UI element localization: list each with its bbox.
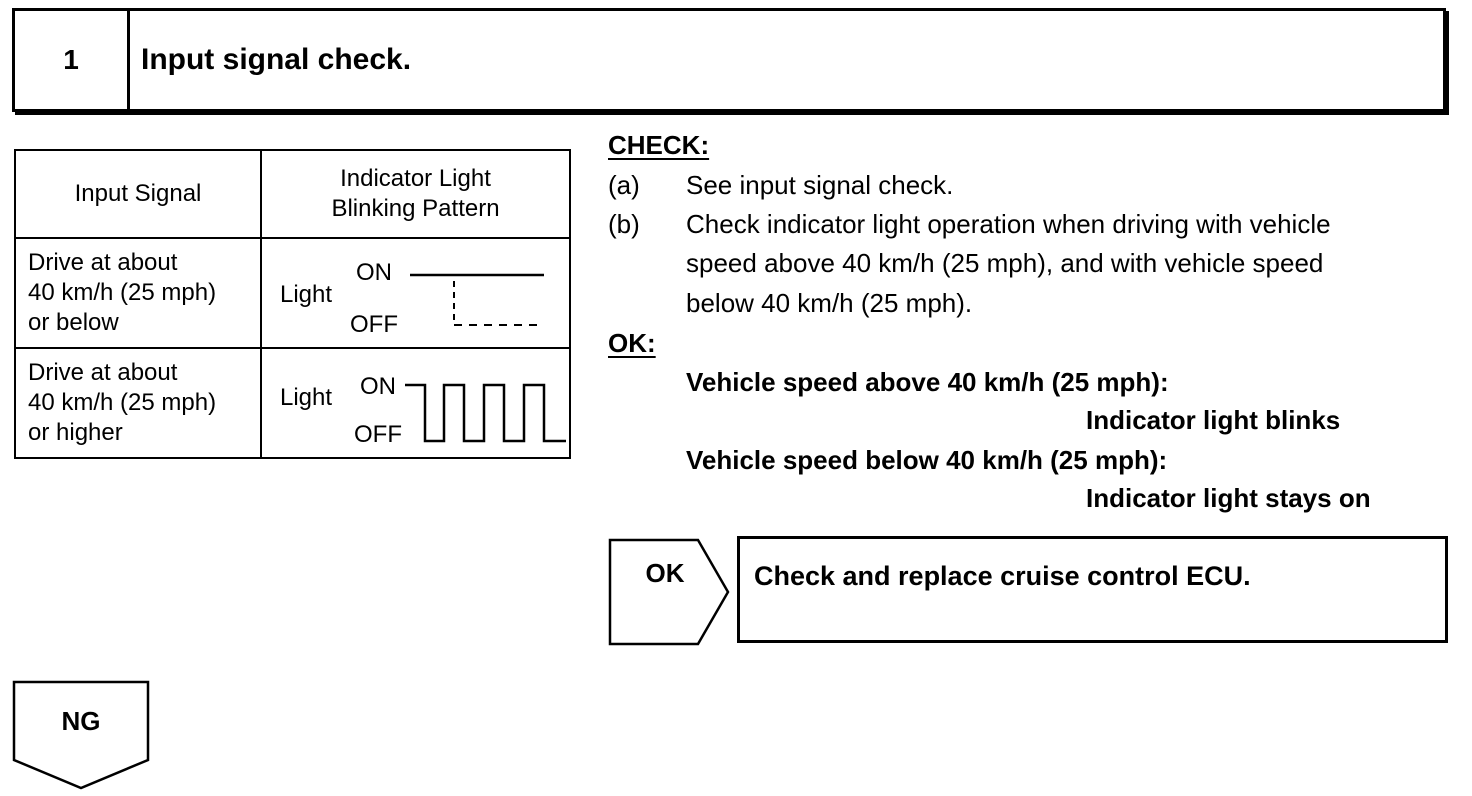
on-label: ON [360, 373, 396, 400]
step-number: 1 [15, 11, 130, 109]
ok-condition-above: Vehicle speed above 40 km/h (25 mph): [686, 367, 1169, 397]
ok-branch-label: OK [645, 558, 685, 588]
ok-condition-below: Vehicle speed below 40 km/h (25 mph): [686, 445, 1168, 475]
header-blinking-pattern [261, 150, 570, 238]
blinking-pattern-cell [261, 348, 570, 458]
off-label: OFF [354, 421, 402, 448]
row-higher-line3: or higher [28, 419, 123, 446]
check-a-text: See input signal check. [686, 170, 954, 200]
header-input-signal-label: Input Signal [74, 180, 202, 207]
header-pattern-line1: Indicator Light [340, 165, 491, 192]
ng-branch-label: NG [61, 706, 101, 736]
input-signal-table [14, 149, 571, 459]
check-b-line2: speed above 40 km/h (25 mph), and with vehicle speed [686, 248, 1324, 278]
light-label: Light [280, 281, 333, 308]
row-higher-condition [15, 348, 261, 458]
row-below-line2: 40 km/h (25 mph) [28, 279, 217, 306]
check-b-line3: below 40 km/h (25 mph). [686, 288, 973, 318]
ok-arrow-shape [608, 537, 732, 647]
step-header [12, 8, 1446, 112]
on-label: ON [356, 259, 392, 286]
check-b-line1: Check indicator light operation when driving with vehicle [686, 209, 1331, 239]
row-below-condition [15, 238, 261, 348]
ok-result-stays-on: Indicator light stays on [1086, 483, 1371, 513]
blinking-square-wave [405, 385, 566, 441]
check-b-label: (b) [608, 209, 640, 239]
steady-pattern-cell [261, 238, 570, 348]
ok-result-blinks: Indicator light blinks [1086, 405, 1341, 435]
table-row [15, 238, 570, 348]
row-below-line3: or below [28, 309, 119, 336]
blinking-waveform [262, 349, 572, 457]
row-higher-line1: Drive at about [28, 359, 178, 386]
ok-action-box [737, 536, 1448, 643]
ok-heading: OK: [608, 328, 656, 358]
ok-action-text: Check and replace cruise control ECU. [754, 561, 1251, 591]
light-label: Light [280, 384, 333, 411]
check-heading: CHECK: [608, 130, 710, 160]
off-label: OFF [350, 311, 398, 338]
header-pattern-line2: Blinking Pattern [331, 195, 500, 222]
steady-waveform [262, 239, 572, 347]
row-below-line1: Drive at about [28, 249, 178, 276]
row-higher-line2: 40 km/h (25 mph) [28, 389, 217, 416]
header-input-signal [15, 150, 261, 238]
step-title: Input signal check. [141, 43, 412, 76]
check-a-label: (a) [608, 170, 640, 200]
table-row [15, 348, 570, 458]
table-header-row [15, 150, 570, 238]
